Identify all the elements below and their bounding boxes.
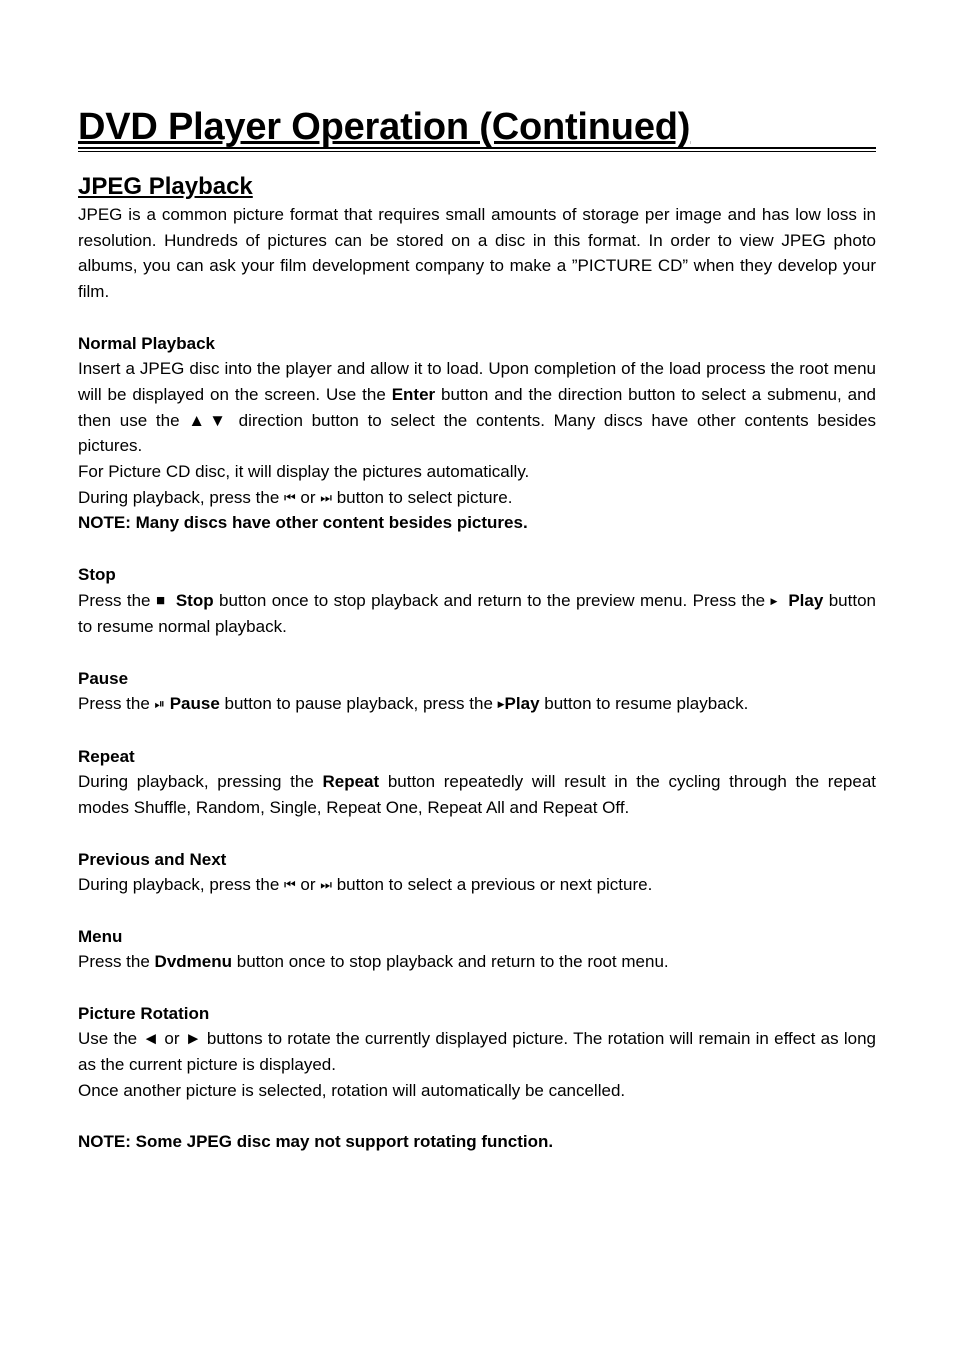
previous-icon: ⏮ — [284, 877, 296, 893]
previous-icon: ⏮ — [284, 489, 296, 505]
pause-icon: ⏯ — [154, 696, 165, 712]
enter-label: Enter — [391, 384, 436, 404]
section-title: JPEG Playback — [78, 173, 253, 200]
stop-icon: ■ — [155, 591, 165, 609]
play-icon: ▶ — [770, 595, 778, 606]
intro-paragraph: JPEG is a common picture format that requires small amounts of storage per image and has low loss in resolution. Hundreds of pictures can be stored on a disc in this format. In order to view JPEG photo albums, you can ask your film development company to make a ”PICTURE CD” when they develop your film. — [78, 205, 876, 302]
normal-playback-paragraph: Insert a JPEG disc into the player and allow it to load. Upon completion of the load process the root menu will be displayed on the screen. Use the Enter button and the direction button to select a submenu, and then use the ▲▼ direction button to select the contents. Many discs have other contents besides pictures. — [78, 359, 876, 456]
rotation-note: NOTE: Some JPEG disc may not support rotating function. — [78, 1132, 554, 1152]
select-picture-paragraph: During playback, press the ⏮ or ⏭ button to select picture. — [78, 485, 876, 511]
normal-playback-heading: Normal Playback — [78, 333, 216, 353]
repeat-paragraph: During playback, pressing the Repeat button repeatedly will result in the cycling through the repeat modes Shuffle, Random, Single, Repeat One, Repeat All and Repeat Off. — [78, 772, 876, 818]
page-title: DVD Player Operation (Continued) — [78, 106, 691, 148]
rotation-paragraph: Use the ◄ or ► buttons to rotate the currently displayed picture. The rotation will remain in effect as long as the current picture is displayed. — [78, 1029, 876, 1075]
document-page — [78, 104, 876, 1155]
pause-heading: Pause — [78, 668, 129, 688]
previous-next-heading: Previous and Next — [78, 849, 227, 869]
stop-paragraph: Press the ■ Stop button once to stop playback and return to the preview menu. Press the ▶ Play button to resume normal playback. — [78, 588, 876, 640]
stop-heading: Stop — [78, 564, 116, 584]
play-icon: ▶ — [497, 699, 505, 710]
picture-cd-paragraph: For Picture CD disc, it will display the pictures automatically. — [78, 462, 530, 482]
next-icon: ⏭ — [320, 877, 332, 893]
normal-playback-note: NOTE: Many discs have other content besides pictures. — [78, 513, 528, 533]
rotation-cancel-paragraph: Once another picture is selected, rotation will automatically be cancelled. — [78, 1080, 626, 1100]
picture-rotation-heading: Picture Rotation — [78, 1003, 210, 1023]
menu-heading: Menu — [78, 926, 123, 946]
up-down-arrows-icon: ▲▼ — [188, 410, 230, 430]
menu-paragraph: Press the Dvdmenu button once to stop playback and return to the root menu. — [78, 952, 669, 972]
repeat-heading: Repeat — [78, 746, 135, 766]
pause-paragraph: Press the ⏯ Pause button to pause playback, press the ▶Play button to resume playback. — [78, 691, 876, 718]
title-rule-thin — [78, 151, 876, 152]
next-icon: ⏭ — [320, 489, 332, 505]
previous-next-paragraph: During playback, press the ⏮ or ⏭ button to select a previous or next picture. — [78, 872, 876, 898]
